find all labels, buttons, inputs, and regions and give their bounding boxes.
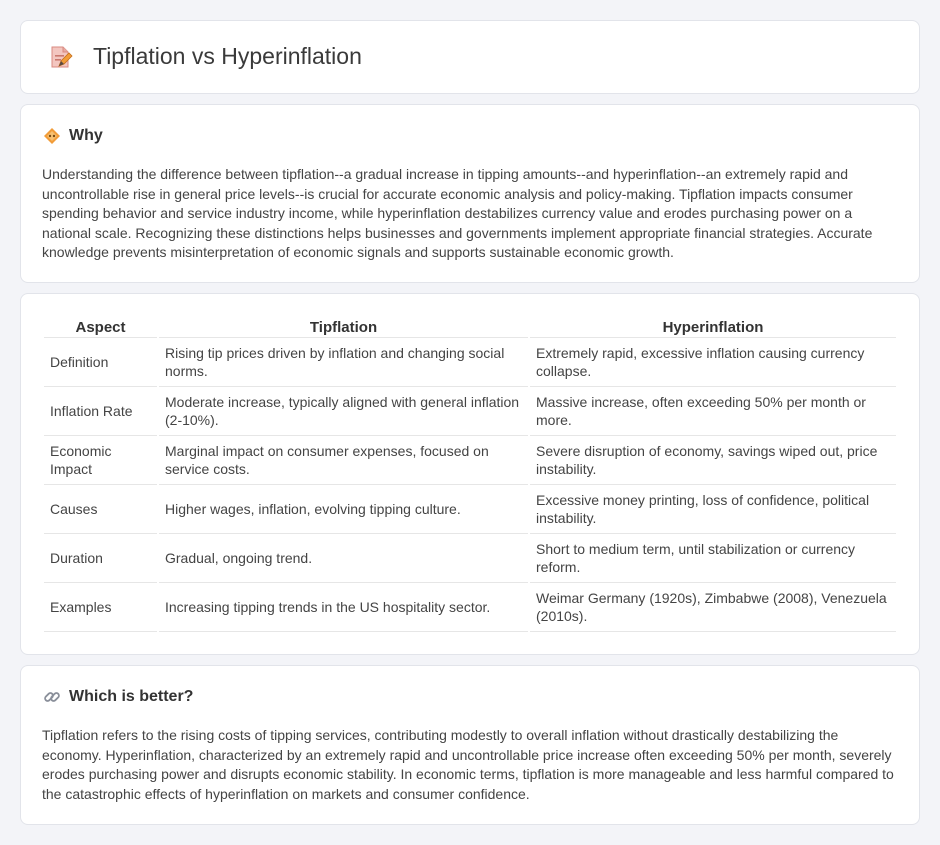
table-header-row: [44, 318, 896, 338]
why-heading-row: [43, 127, 103, 145]
table-row: [44, 387, 896, 436]
row-hyperinflation: Severe disruption of economy, savings wiped out, price instability.: [530, 436, 896, 485]
row-tipflation: Gradual, ongoing trend.: [159, 534, 528, 583]
row-tipflation: Marginal impact on consumer expenses, focused on service costs.: [159, 436, 528, 485]
row-hyperinflation: Extremely rapid, excessive inflation causing currency collapse.: [530, 338, 896, 387]
better-heading: Which is better?: [69, 688, 194, 705]
table-row: [44, 534, 896, 583]
document-pencil-icon: [47, 44, 73, 70]
better-heading-row: [43, 688, 193, 706]
row-aspect: Economic Impact: [44, 436, 157, 485]
why-text: Understanding the difference between tipflation--a gradual increase in tipping amounts--and hyperinflation--an extremely rapid and uncontrollable rise in general price levels--is crucial for accurate economic analysis and policy-making. Tipflation impacts consumer spending behavior and service industry income, while hyperinflation destabilizes currency value and erodes purchasing power on a national scale. Recognizing these distinctions helps businesses and governments implement appropriate financial strategies. Accurate knowledge prevents misinterpretation of economic signals and supports sustainable economic growth.: [42, 166, 873, 261]
row-aspect: Definition: [44, 338, 157, 387]
header-hyperinflation: Hyperinflation: [530, 318, 896, 338]
row-tipflation: Increasing tipping trends in the US hospitality sector.: [159, 583, 528, 632]
why-card: [20, 104, 920, 283]
row-hyperinflation: Short to medium term, until stabilization or currency reform.: [530, 534, 896, 583]
row-aspect: Causes: [44, 485, 157, 534]
row-tipflation: Higher wages, inflation, evolving tipping culture.: [159, 485, 528, 534]
header-tipflation: Tipflation: [159, 318, 528, 338]
better-card: [20, 665, 920, 825]
row-tipflation: Moderate increase, typically aligned with general inflation (2-10%).: [159, 387, 528, 436]
better-text: Tipflation refers to the rising costs of tipping services, contributing modestly to overall inflation without drastically destabilizing the economy. Hyperinflation, characterized by an extremely rapid and uncontrollable price increase often exceeding 50% per month, severely erodes purchasing power and disrupts economic stability. In economic terms, tipflation is more manageable and less harmful compared to the catastrophic effects of hyperinflation on markets and consumer confidence.: [42, 727, 894, 802]
title-row: [47, 43, 362, 70]
row-hyperinflation: Weimar Germany (1920s), Zimbabwe (2008), Venezuela (2010s).: [530, 583, 896, 632]
row-tipflation: Rising tip prices driven by inflation and changing social norms.: [159, 338, 528, 387]
row-aspect: Duration: [44, 534, 157, 583]
row-hyperinflation: Massive increase, often exceeding 50% per month or more.: [530, 387, 896, 436]
comparison-table: [42, 318, 898, 632]
link-icon: [43, 688, 61, 706]
row-aspect: Examples: [44, 583, 157, 632]
table-row: [44, 583, 896, 632]
title-card: [20, 20, 920, 94]
page-title: Tipflation vs Hyperinflation: [93, 43, 362, 69]
row-hyperinflation: Excessive money printing, loss of confidence, political instability.: [530, 485, 896, 534]
header-aspect: Aspect: [44, 318, 157, 338]
table-row: [44, 436, 896, 485]
table-row: [44, 338, 896, 387]
diamond-icon: [43, 127, 61, 145]
comparison-card: [20, 293, 920, 655]
why-heading: Why: [69, 127, 103, 144]
row-aspect: Inflation Rate: [44, 387, 157, 436]
table-row: [44, 485, 896, 534]
